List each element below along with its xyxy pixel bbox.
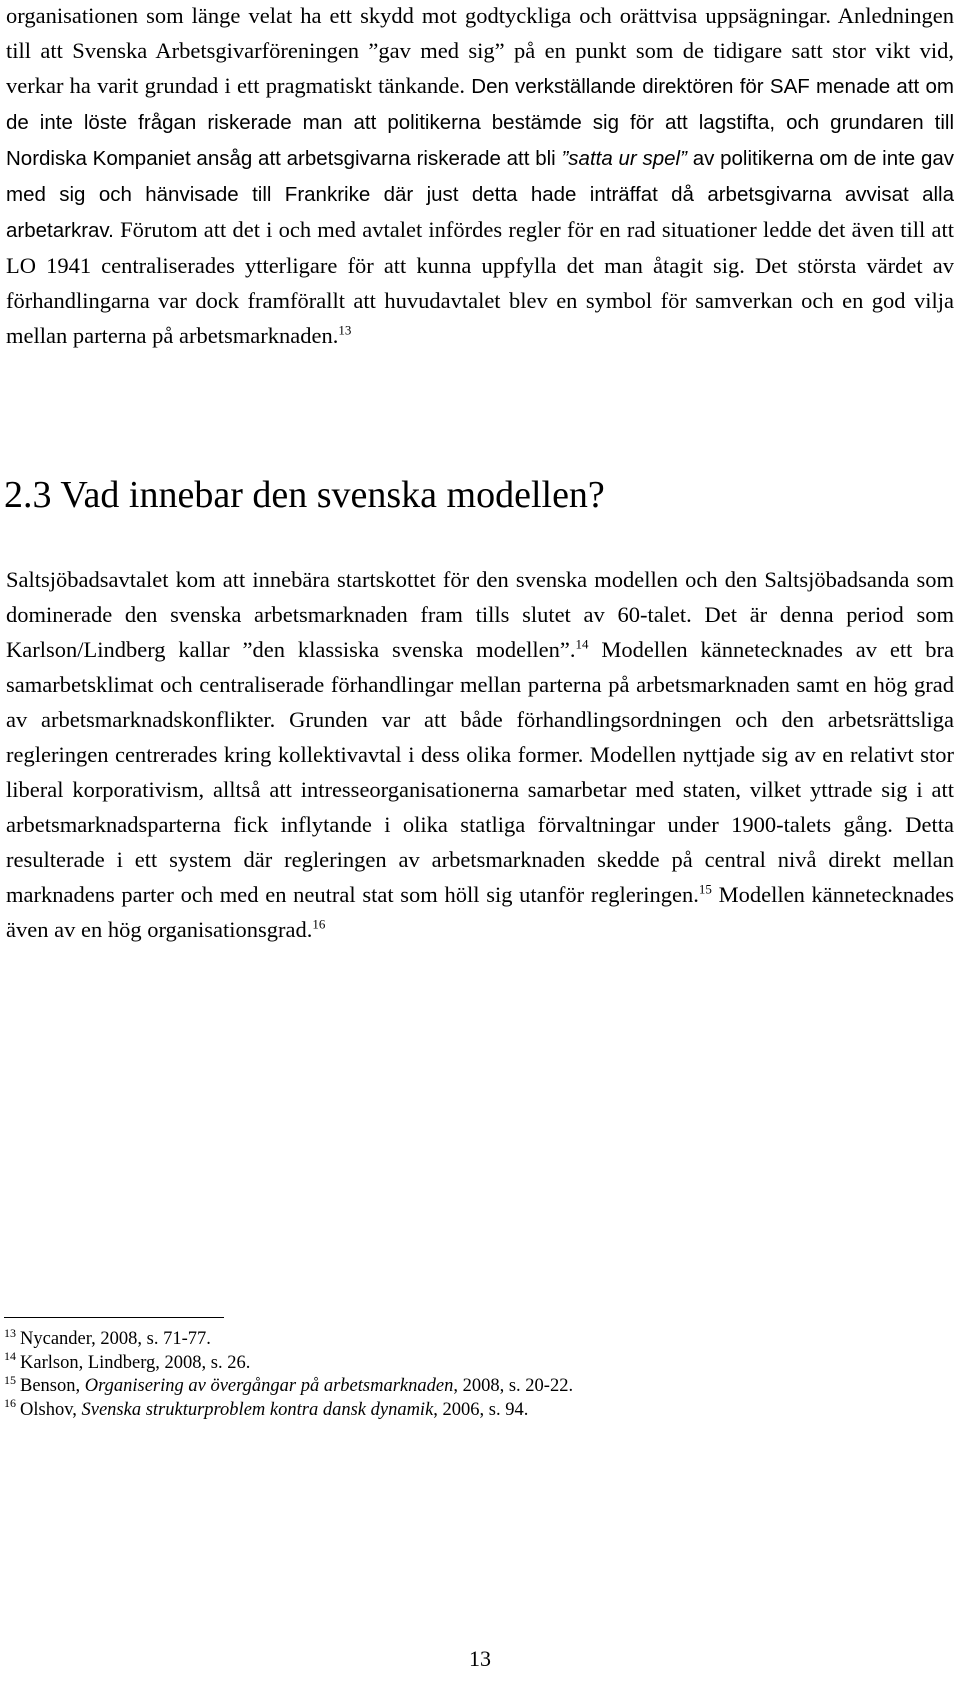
footnote-number: 16 — [4, 1396, 16, 1411]
footnote-text: Nycander, 2008, s. 71-77. — [20, 1329, 211, 1349]
paragraph-1-sans-text: Den verkställande direktören för SAF menade att om de inte löste frågan riskerade man att politikerna bestämde sig för att lagstifta, och grundaren till Nordiska Kompaniet ansåg att arbetsgivarna riskerade att bli — [6, 75, 954, 170]
footnote-number: 13 — [4, 1325, 16, 1340]
footnote-ref-14[interactable]: 14 — [575, 636, 589, 652]
paragraph-2-text-2: Modellen kännetecknades av ett bra samarbetsklimat och centraliserade förhandlingar mellan parterna på arbetsmarknaden samt en hög grad av arbetsmarknadskonflikter. Grunden var att både förhandlingsordningen och den arbetsrättsliga regleringen centrerades kring kollektivavtal i dess olika former. Modellen nyttjade sig av en relativt stor liberal korporativism, alltså att intresseorganisationerna samarbetar med staten, vilket yttrade sig i att arbetsmarknadsparterna fick inflytande i olika statliga förvaltningar under 1900-talets gång. Detta resulterade i ett system där regleringen av arbetsmarknaden skedde på central nivå direkt mellan marknadens parter och med en neutral stat som höll sig utanför regleringen. — [6, 637, 954, 907]
body-paragraph-1 — [6, 0, 954, 353]
body-paragraph-2 — [6, 562, 954, 947]
footnote-ref-13[interactable]: 13 — [338, 322, 352, 338]
footnote-title: Svenska strukturproblem kontra dansk dynamik — [81, 1399, 434, 1420]
footnote-list — [4, 1325, 944, 1422]
footnote-item — [4, 1372, 944, 1399]
page-number: 13 — [469, 1646, 491, 1671]
footnote-item — [4, 1396, 944, 1423]
footnote-text: Olshov, — [20, 1399, 82, 1420]
paragraph-2-text-1: Saltsjöbadsavtalet kom att innebära startskottet för den svenska modellen och den Saltsjöbadsanda som dominerade den svenska arbetsmarknaden fram tills slutet av 60-talet. Det är denna period som Karlson/Lindberg kallar ”den klassiska svenska modellen”. — [6, 567, 954, 662]
footnote-text-end: , 2006, s. 94. — [433, 1399, 529, 1420]
footnote-title: Organisering av övergångar på arbetsmarknaden — [84, 1376, 454, 1396]
quoted-phrase: ”satta ur spel” — [561, 147, 687, 170]
footnote-item — [4, 1349, 944, 1376]
paragraph-1-sans-text-2: av politikerna om de inte gav med sig och hänvisade till Frankrike där just detta hade inträffat då arbetsgivarna avvisat alla arbetarkrav. — [6, 147, 955, 242]
paragraph-1-serif-end: Förutom att det i och med avtalet infördes regler för en rad situationer ledde det även till att LO 1941 centraliserades ytterligare för att kunna uppfylla det man åtagit sig. Det största värdet av förhandlingarna var dock framförallt att huvudavtalet blev en symbol för samverkan och en god vilja mellan parterna på arbetsmarknaden. — [6, 217, 954, 348]
footnote-item — [4, 1325, 944, 1352]
footnote-text: Benson, — [20, 1376, 85, 1396]
section-heading: 2.3 Vad innebar den svenska modellen? — [4, 474, 605, 516]
paragraph-1-serif-start: organisationen som länge velat ha ett skydd mot godtyckliga och orättvisa uppsägningar. Anledningen till att Svenska Arbetsgivarföreningen ”gav med sig” på en punkt som de tidigare satt stor vikt vid, verkar ha varit grundad i ett pragmatiskt tänkande. — [6, 3, 954, 98]
paragraph-2-text-3: Modellen kännetecknades även av en hög organisationsgrad. — [6, 882, 954, 942]
footnote-separator — [4, 1317, 224, 1318]
footnote-text: Karlson, Lindberg, 2008, s. 26. — [20, 1352, 251, 1373]
footnote-number: 15 — [4, 1372, 16, 1387]
footnote-ref-15[interactable]: 15 — [698, 881, 712, 897]
footnote-text-end: , 2008, s. 20-22. — [453, 1376, 574, 1396]
footnote-ref-16[interactable]: 16 — [312, 916, 326, 932]
footnote-number: 14 — [4, 1349, 16, 1364]
